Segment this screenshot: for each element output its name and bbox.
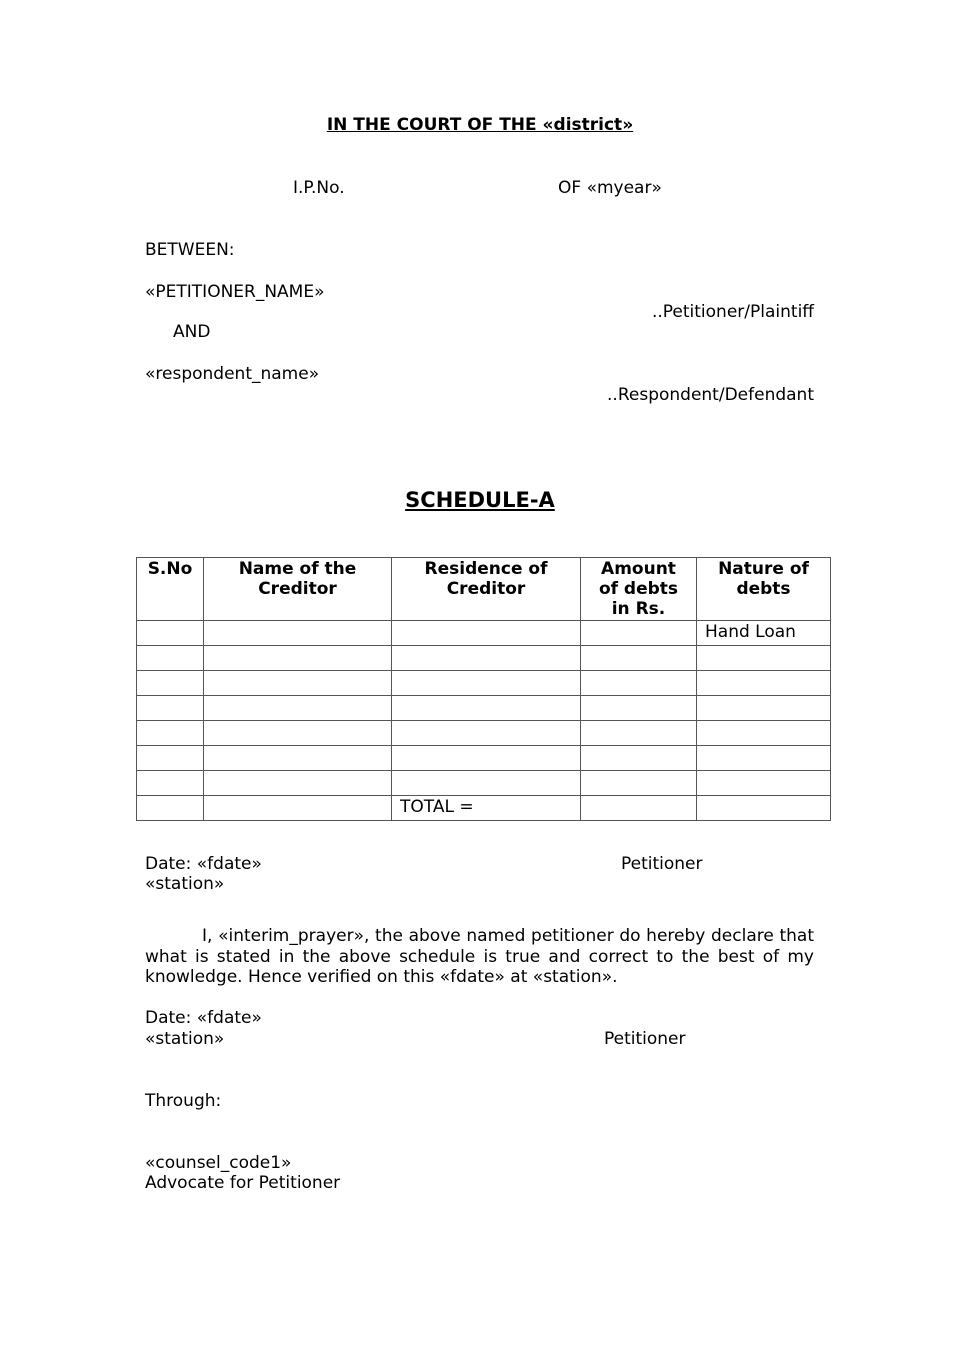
table-header-row <box>137 558 831 621</box>
petitioner-name: «PETITIONER_NAME» <box>145 282 325 302</box>
table-cell <box>697 796 831 821</box>
table-cell <box>697 696 831 721</box>
table-cell <box>581 721 697 746</box>
table-row <box>137 721 831 746</box>
table-cell <box>392 621 581 646</box>
table-cell <box>392 646 581 671</box>
table-row <box>137 771 831 796</box>
table-cell <box>581 696 697 721</box>
table-cell <box>697 671 831 696</box>
advocate-label: Advocate for Petitioner <box>145 1173 341 1193</box>
petitioner-signature-label: Petitioner <box>604 1029 686 1049</box>
case-year: OF «myear» <box>558 178 662 198</box>
table-cell <box>204 621 392 646</box>
petitioner-signature-label: Petitioner <box>621 854 703 874</box>
date-line: Date: «fdate» <box>145 854 262 874</box>
table-cell <box>204 671 392 696</box>
table-row <box>137 696 831 721</box>
total-label: TOTAL = <box>392 796 581 821</box>
verification-declaration <box>145 926 814 988</box>
column-header-nature: Nature of debts <box>697 558 831 621</box>
respondent-role: ..Respondent/Defendant <box>607 385 814 405</box>
table-cell <box>392 746 581 771</box>
table-cell <box>137 796 204 821</box>
table-row <box>137 746 831 771</box>
through-label: Through: <box>145 1091 222 1111</box>
table-cell <box>137 746 204 771</box>
table-cell <box>392 721 581 746</box>
table-cell <box>697 646 831 671</box>
table-cell <box>204 771 392 796</box>
date-line: Date: «fdate» <box>145 1008 262 1028</box>
column-header-amount: Amount of debts in Rs. <box>581 558 697 621</box>
table-cell <box>137 671 204 696</box>
table-cell <box>204 646 392 671</box>
between-label: BETWEEN: <box>145 240 235 260</box>
table-row <box>137 646 831 671</box>
table-cell <box>204 696 392 721</box>
table-cell <box>137 696 204 721</box>
table-cell <box>392 671 581 696</box>
table-cell <box>697 746 831 771</box>
and-label: AND <box>173 322 211 342</box>
table-cell <box>392 696 581 721</box>
table-cell <box>137 646 204 671</box>
table-cell <box>204 721 392 746</box>
table-cell <box>137 621 204 646</box>
table-cell: Hand Loan <box>697 621 831 646</box>
schedule-title: SCHEDULE-A <box>405 488 555 512</box>
table-cell <box>697 771 831 796</box>
table-cell <box>137 721 204 746</box>
respondent-name: «respondent_name» <box>145 364 320 384</box>
table-cell <box>697 721 831 746</box>
table-cell <box>581 671 697 696</box>
column-header-creditor-residence: Residence of Creditor <box>392 558 581 621</box>
table-cell <box>204 746 392 771</box>
table-cell <box>581 621 697 646</box>
table-cell <box>392 771 581 796</box>
counsel-code: «counsel_code1» <box>145 1153 292 1173</box>
column-header-sno: S.No <box>137 558 204 621</box>
table-total-row <box>137 796 831 821</box>
station-line: «station» <box>145 874 225 894</box>
table-cell <box>581 771 697 796</box>
total-amount <box>581 796 697 821</box>
table-row <box>137 671 831 696</box>
petitioner-role: ..Petitioner/Plaintiff <box>651 302 814 322</box>
declaration-text: I, «interim_prayer», the above named petitioner do hereby declare that what is stated in the above schedule is true and correct to the best of my knowledge. Hence verified on this «fdate» at «station». <box>145 926 814 987</box>
station-line: «station» <box>145 1029 225 1049</box>
table-row <box>137 621 831 646</box>
table-cell <box>204 796 392 821</box>
schedule-table <box>136 557 831 821</box>
ip-number-label: I.P.No. <box>293 178 345 198</box>
court-title: IN THE COURT OF THE «district» <box>326 115 634 135</box>
table-cell <box>581 646 697 671</box>
table-cell <box>581 746 697 771</box>
table-cell <box>137 771 204 796</box>
column-header-creditor-name: Name of the Creditor <box>204 558 392 621</box>
